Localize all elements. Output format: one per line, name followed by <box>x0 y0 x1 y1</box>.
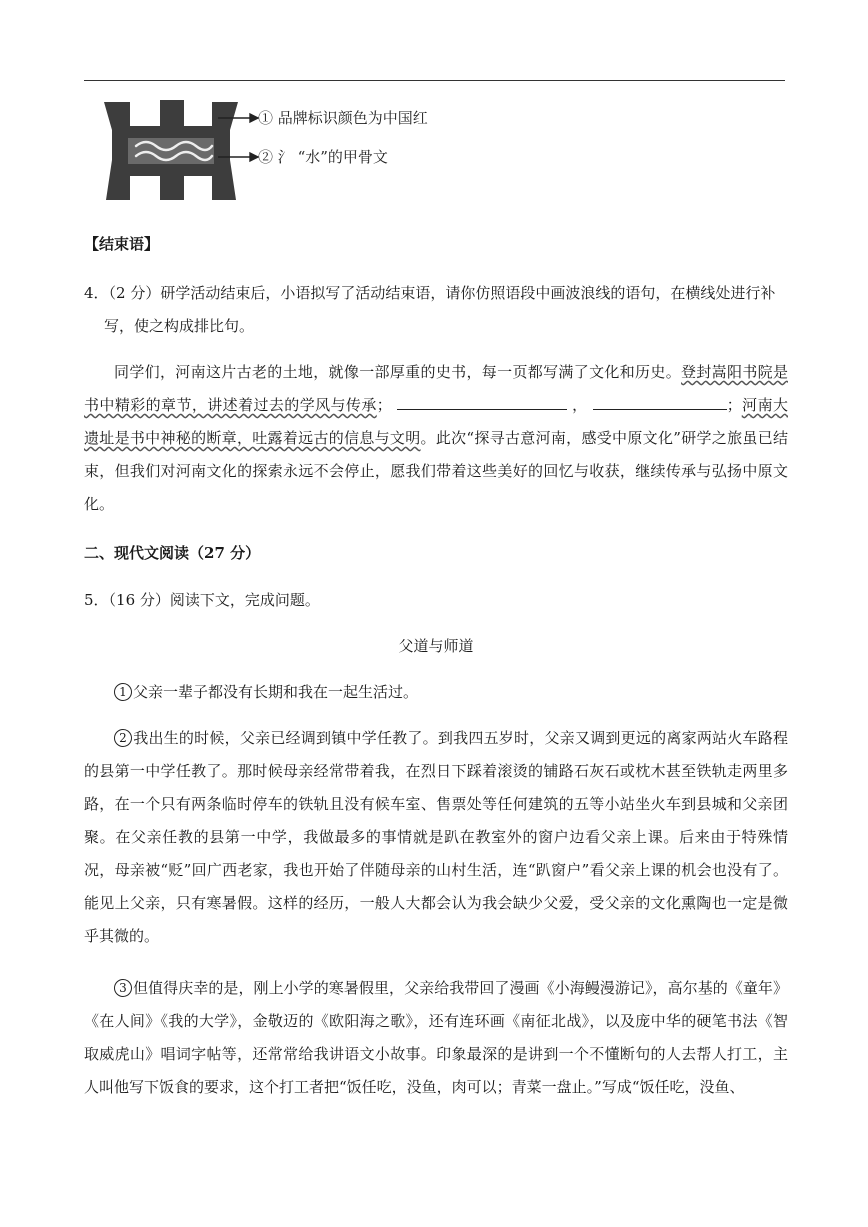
section-closing-heading: 【结束语】 <box>84 235 160 253</box>
wavy-sentence-2: 河南大遗址是书中神秘的断章，吐露着远古的信息与文明 <box>84 396 788 447</box>
q4-prompt-line2: 写，使之构成排比句。 <box>104 317 255 335</box>
q4-passage-end: 。此次“探寻古意河南，感受中原文化”研学之旅虽已结束，但我们对河南文化的探索永远不会停止，愿我们带着这些美好的回忆与收获，继续传承与弘扬中原文化。 <box>84 429 788 513</box>
answer-blank-1[interactable] <box>397 391 567 410</box>
q4-passage <box>84 356 788 521</box>
paragraph-3-text: 但值得庆幸的是，刚上小学的寒暑假里，父亲给我带回了漫画《小海鳗漫游记》，高尔基的《童年》《在人间》《我的大学》，金敬迈的《欧阳海之歌》，还有连环画《南征北战》，以及庞中华的硬笔书法《智取威虎山》唱词字帖等，还常常给我讲语文小故事。印象最深的是讲到一个不懂断句的人去帮人打工，主人叫他写下饭食的要求，这个打工者把“饭任吃，没鱼，肉可以；青菜一盘止。”写成“饭任吃，没鱼、 <box>84 979 788 1096</box>
section-reading-heading: 二、现代文阅读（27 分） <box>84 544 261 562</box>
q4-passage-start: 同学们，河南这片古老的土地，就像一部厚重的史书，每一页都写满了文化和历史。 <box>114 363 682 381</box>
q4-passage-paragraph <box>84 356 788 521</box>
paragraph-2-text: 我出生的时候，父亲已经调到镇中学任教了。到我四五岁时，父亲又调到更远的离家两站火车路程的县第一中学任教了。那时候母亲经常带着我，在烈日下踩着滚烫的铺路石灰石或枕木甚至铁轨走两里多路，在一个只有两条临时停车的铁轨且没有候车室、售票处等任何建筑的五等小站坐火车到县城和父亲团聚。在父亲任教的县第一中学，我做最多的事情就是趴在教室外的窗户边看父亲上课。后来由于特殊情况，母亲被“贬”回广西老家，我也开始了伴随母亲的山村生活，连“趴窗户”看父亲上课的机会也没有了。能见上父亲，只有寒暑假。这样的经历，一般人大都会认为我会缺少父爱，受父亲的文化熏陶也一定是微乎其微的。 <box>84 729 788 945</box>
q4-separator-2: ； <box>726 396 742 414</box>
annotation-2-text: “水”的甲骨文 <box>297 148 388 166</box>
q4-comma: ， <box>572 396 588 414</box>
paragraph-2-number: 2 <box>114 729 132 747</box>
article-paragraph-2 <box>84 722 788 953</box>
article-paragraph-1 <box>84 676 788 709</box>
annotation-oracle-bone <box>258 146 388 167</box>
top-rule <box>84 80 785 81</box>
paragraph-1-text: 父亲一辈子都没有长期和我在一起生活过。 <box>133 683 419 701</box>
annotation-2-number: ② <box>258 148 274 166</box>
annotation-1-number: ① <box>258 109 274 127</box>
q5-prompt: 5．（16 分）阅读下文，完成问题。 <box>84 591 320 609</box>
article-title: 父道与师道 <box>398 637 474 655</box>
wavy-sentence-1: 登封嵩阳书院是书中精彩的章节，讲述着过去的学风与传承 <box>84 363 788 414</box>
paragraph-1-number: 1 <box>114 683 132 701</box>
paragraph-3-number: 3 <box>114 979 132 997</box>
q4-prompt-line1: 4．（2 分）研学活动结束后，小语拟写了活动结束语，请你仿照语段中画波浪线的语句，在横线处进行补 <box>84 284 776 302</box>
q4-separator-1: ； <box>376 396 392 414</box>
answer-blank-2[interactable] <box>593 391 727 410</box>
brand-logo-figure <box>100 100 460 210</box>
oracle-water-glyph-icon: 氵 <box>277 148 293 166</box>
article-paragraph-3 <box>84 972 788 1104</box>
annotation-brand-color <box>258 107 428 128</box>
annotation-1-text: 品牌标识颜色为中国红 <box>277 109 428 127</box>
